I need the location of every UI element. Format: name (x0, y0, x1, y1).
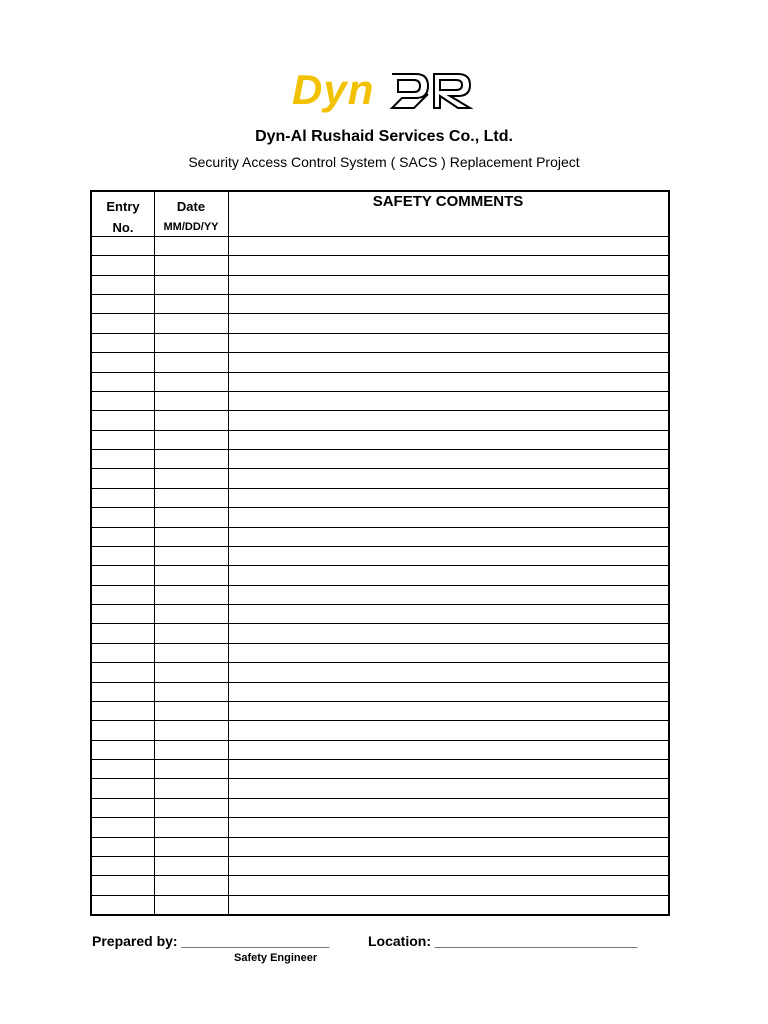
table-row-line (92, 430, 668, 431)
table-row-line (92, 391, 668, 392)
table-row-line (92, 798, 668, 799)
table-row-line (92, 333, 668, 334)
entry-column-divider (154, 192, 155, 914)
location-field: Location: __________________________ (368, 933, 638, 949)
company-name: Dyn-Al Rushaid Services Co., Ltd. (255, 128, 513, 145)
table-row-line (92, 895, 668, 896)
date-header (154, 196, 228, 238)
table-row-line (92, 759, 668, 760)
entry-header-line1: Entry (106, 199, 140, 214)
table-row-line (92, 468, 668, 469)
table-row-line (92, 527, 668, 528)
table-row-line (92, 682, 668, 683)
table-row-line (92, 255, 668, 256)
table-row-line (92, 372, 668, 373)
table-row-line (92, 604, 668, 605)
safety-comments-header: SAFETY COMMENTS (372, 193, 524, 210)
entry-no-header (92, 196, 154, 238)
table-row-line (92, 701, 668, 702)
table-row-line (92, 720, 668, 721)
table-row-line (92, 817, 668, 818)
date-format-label: MM/DD/YY (163, 221, 219, 233)
dar-monogram-icon (388, 68, 476, 114)
table-row-line (92, 352, 668, 353)
table-row-line (92, 410, 668, 411)
table-row-line (92, 546, 668, 547)
table-row-line (92, 585, 668, 586)
table-row-line (92, 294, 668, 295)
entry-header-line2: No. (112, 220, 134, 235)
table-row-line (92, 643, 668, 644)
header-divider (92, 236, 668, 237)
project-title: Security Access Control System ( SACS ) Replacement Project (188, 154, 580, 170)
table-row-line (92, 875, 668, 876)
table-row-line (92, 507, 668, 508)
logo-brand-text: Dyn (292, 66, 375, 113)
table-row-line (92, 662, 668, 663)
table-row-line (92, 856, 668, 857)
prepared-by-field: Prepared by: ___________________ (92, 933, 330, 949)
table-row-line (92, 740, 668, 741)
safety-log-table (90, 190, 670, 916)
table-row-line (92, 623, 668, 624)
table-row-line (92, 488, 668, 489)
table-row-line (92, 565, 668, 566)
table-row-line (92, 837, 668, 838)
prepared-by-role: Safety Engineer (234, 952, 318, 964)
date-header-label: Date (176, 199, 206, 214)
table-row-line (92, 778, 668, 779)
date-column-divider (228, 192, 229, 914)
table-row-line (92, 449, 668, 450)
table-row-line (92, 313, 668, 314)
table-row-line (92, 275, 668, 276)
